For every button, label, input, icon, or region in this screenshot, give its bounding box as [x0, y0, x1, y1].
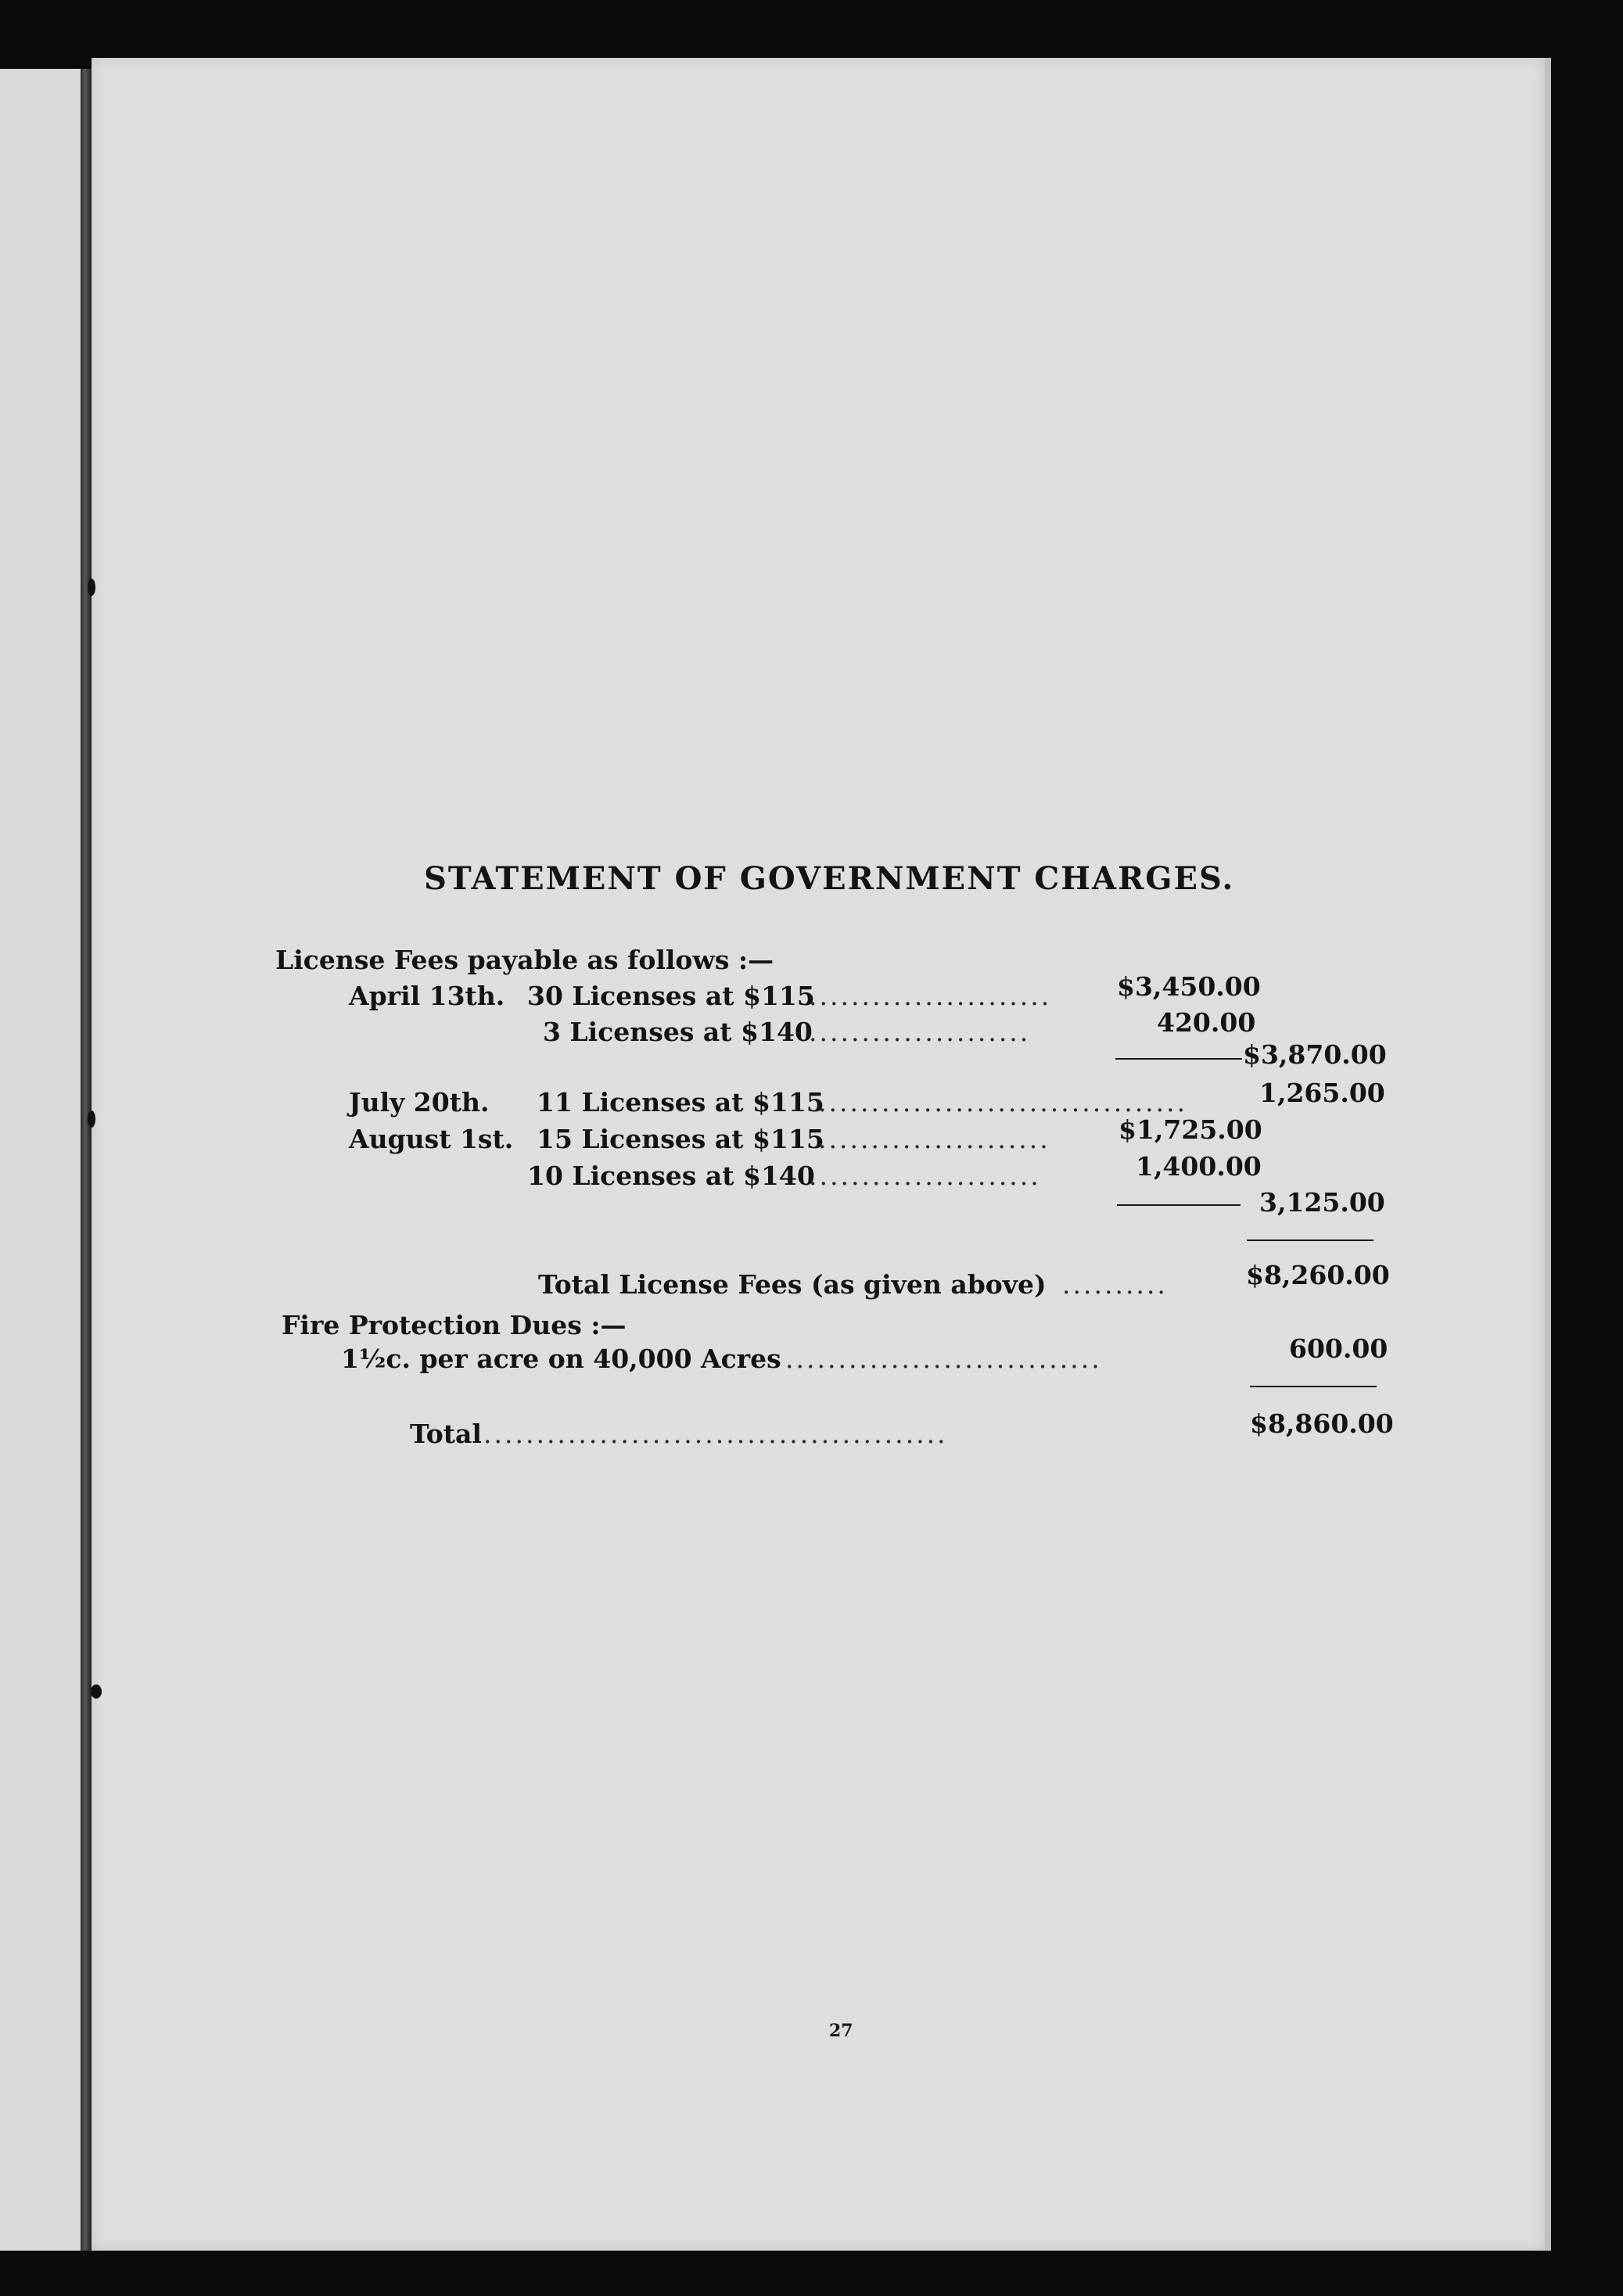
- total-rule: [1250, 1386, 1377, 1387]
- total-license-label: Total License Fees (as given above): [538, 1269, 1047, 1300]
- page-title: STATEMENT OF GOVERNMENT CHARGES.: [424, 860, 1235, 897]
- license-heading: License Fees payable as follows :—: [275, 945, 774, 975]
- entry-total: 1,265.00: [1259, 1078, 1385, 1108]
- entry-description: 10 Licenses at $140: [527, 1161, 815, 1191]
- subtotal-amount: $3,870.00: [1243, 1039, 1387, 1070]
- book-spine: [81, 69, 92, 2251]
- binding-mark: [88, 1110, 95, 1128]
- total-rule: [1247, 1239, 1373, 1241]
- dot-leader: ............................................: [483, 1419, 948, 1449]
- binding-mark: [91, 1684, 102, 1699]
- entry-date: July 20th.: [349, 1087, 490, 1118]
- entry-description: 30 Licenses at $115: [527, 981, 815, 1011]
- subtotal-rule: [1115, 1058, 1242, 1060]
- dot-leader: ......................: [809, 1161, 1041, 1191]
- entry-description: 3 Licenses at $140: [543, 1017, 813, 1047]
- grand-total-value: $8,860.00: [1250, 1408, 1394, 1439]
- total-license-value: $8,260.00: [1246, 1260, 1390, 1290]
- subtotal-rule: [1117, 1204, 1241, 1206]
- facing-page: [0, 69, 94, 2251]
- binding-mark: [88, 579, 95, 596]
- dot-leader: .......................: [809, 981, 1052, 1011]
- dot-leader: ......................: [818, 1124, 1050, 1154]
- entry-amount: $3,450.00: [1117, 971, 1261, 1002]
- page-number: 27: [829, 2021, 853, 2041]
- fire-value: 600.00: [1289, 1333, 1388, 1364]
- entry-amount: 420.00: [1157, 1007, 1256, 1038]
- entry-description: 15 Licenses at $115: [537, 1124, 824, 1154]
- entry-amount: $1,725.00: [1119, 1114, 1262, 1145]
- page: [92, 58, 1545, 2251]
- entry-date: August 1st.: [349, 1124, 514, 1154]
- entry-amount: 1,400.00: [1136, 1151, 1262, 1182]
- dot-leader: ..........: [1062, 1269, 1168, 1300]
- fire-heading: Fire Protection Dues :—: [282, 1310, 627, 1340]
- dot-leader: ..............................: [785, 1344, 1102, 1374]
- grand-total-label: Total: [410, 1419, 482, 1449]
- page-edge: [1545, 58, 1551, 2251]
- fire-description: 1½c. per acre on 40,000 Acres: [341, 1344, 781, 1374]
- subtotal-amount: 3,125.00: [1259, 1187, 1385, 1218]
- dot-leader: .....................: [809, 1017, 1031, 1047]
- entry-date: April 13th.: [349, 981, 505, 1011]
- entry-description: 11 Licenses at $115: [537, 1087, 824, 1118]
- dot-leader: ...................................: [818, 1087, 1188, 1118]
